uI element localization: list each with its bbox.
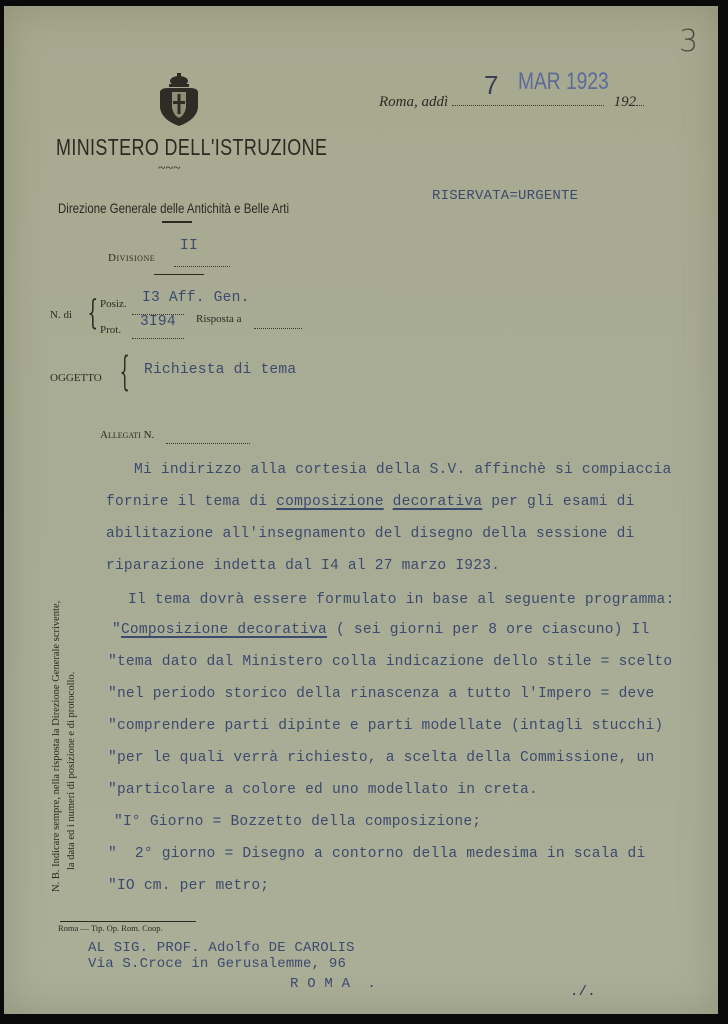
body-line-12: "I° Giorno = Bozzetto della composizione; xyxy=(114,814,482,830)
directorate-title: Direzione Generale delle Antichità e Belle Arti xyxy=(58,200,290,216)
body-line-3: abilitazione all'insegnamento del disegno della sessione di xyxy=(106,526,635,542)
year-field xyxy=(636,105,644,106)
addressee-city: R O M A . xyxy=(290,976,377,992)
body-line-6 xyxy=(112,622,649,638)
text-run xyxy=(384,494,393,510)
division-label: Divisione xyxy=(108,252,156,264)
year-prefix: 192 xyxy=(613,94,637,110)
underlined-text: decorativa xyxy=(392,494,483,510)
place-label: Roma, addì xyxy=(379,94,449,110)
text-run: per gli esami di xyxy=(482,494,635,510)
classification: RISERVATA=URGENTE xyxy=(432,188,579,204)
underlined-text: Composizione decorativa xyxy=(120,622,327,638)
posiz-label: Posiz. xyxy=(100,298,127,310)
body-line-5: Il tema dovrà essere formulato in base al seguente programma: xyxy=(128,592,675,608)
date-place-label xyxy=(379,94,644,111)
risposta-field xyxy=(254,316,302,334)
side-note xyxy=(49,601,79,892)
body-line-8: "nel periodo storico della rinascenza a tutto l'Impero = deve xyxy=(108,686,655,702)
text-run: fornire il tema di xyxy=(106,494,277,510)
brace-icon: { xyxy=(119,349,130,395)
side-note-line-1: N. B. Indicare sempre, nella risposta la Direzione Generale scrivente, xyxy=(51,600,62,892)
allegati-field xyxy=(166,431,250,449)
date-stamp-month-year: MAR 1923 xyxy=(518,68,609,95)
date-stamp-day: 7 xyxy=(484,70,499,100)
underlined-text: composizione xyxy=(276,494,384,510)
posiz-value: I3 Aff. Gen. xyxy=(142,290,250,306)
continuation-mark: ./. xyxy=(570,984,596,1000)
divider xyxy=(154,274,204,275)
division-value: II xyxy=(180,238,198,254)
divider xyxy=(60,921,196,922)
body-line-9: "comprendere parti dipinte e parti modellate (intagli stucchi) xyxy=(108,718,664,734)
ministry-title: MINISTERO DELL'ISTRUZIONE xyxy=(56,134,328,160)
quote-mark: " xyxy=(112,622,121,638)
body-line-1: Mi indirizzo alla cortesia della S.V. affinchè si compiaccia xyxy=(134,462,672,478)
prot-label: Prot. xyxy=(100,324,122,336)
addressee-line-1: AL SIG. PROF. Adolfo DE CAROLIS xyxy=(88,940,355,956)
prot-value: 3I94 xyxy=(140,314,176,330)
body-line-2 xyxy=(106,494,635,510)
body-line-14: "IO cm. per metro; xyxy=(108,878,270,894)
oggetto-label: OGGETTO xyxy=(50,372,102,384)
date-field xyxy=(452,105,604,106)
divider xyxy=(162,221,192,223)
brace-icon: { xyxy=(87,293,99,333)
risposta-label: Risposta a xyxy=(196,313,242,325)
oggetto-value: Richiesta di tema xyxy=(144,362,297,378)
body-line-10: "per le quali verrà richiesto, a scelta della Commissione, un xyxy=(108,750,655,766)
royal-crest-icon xyxy=(154,72,204,132)
allegati-label: Allegati N. xyxy=(100,429,155,441)
ornament: ~~~ xyxy=(158,161,181,176)
letter-page xyxy=(4,6,718,1014)
body-line-11: "particolare a colore ed uno modellato in creta. xyxy=(108,782,538,798)
printer-imprint: Roma — Tip. Op. Rom. Coop. xyxy=(58,923,163,933)
body-line-4: riparazione indetta dal I4 al 27 marzo I923. xyxy=(106,558,501,574)
division-field xyxy=(174,254,230,272)
side-note-line-2: la data ed i numeri di posizione e di protocollo. xyxy=(66,671,77,870)
body-line-13: " 2° giorno = Disegno a contorno della medesima in scala di xyxy=(108,846,646,862)
page-number: 3 xyxy=(679,24,699,59)
text-run: ( sei giorni per 8 ore ciascuno) Il xyxy=(327,622,650,638)
body-line-7: "tema dato dal Ministero colla indicazione dello stile = scelto xyxy=(108,654,673,670)
n-di-label: N. di xyxy=(50,309,72,321)
addressee-line-2: Via S.Croce in Gerusalemme, 96 xyxy=(88,956,347,972)
